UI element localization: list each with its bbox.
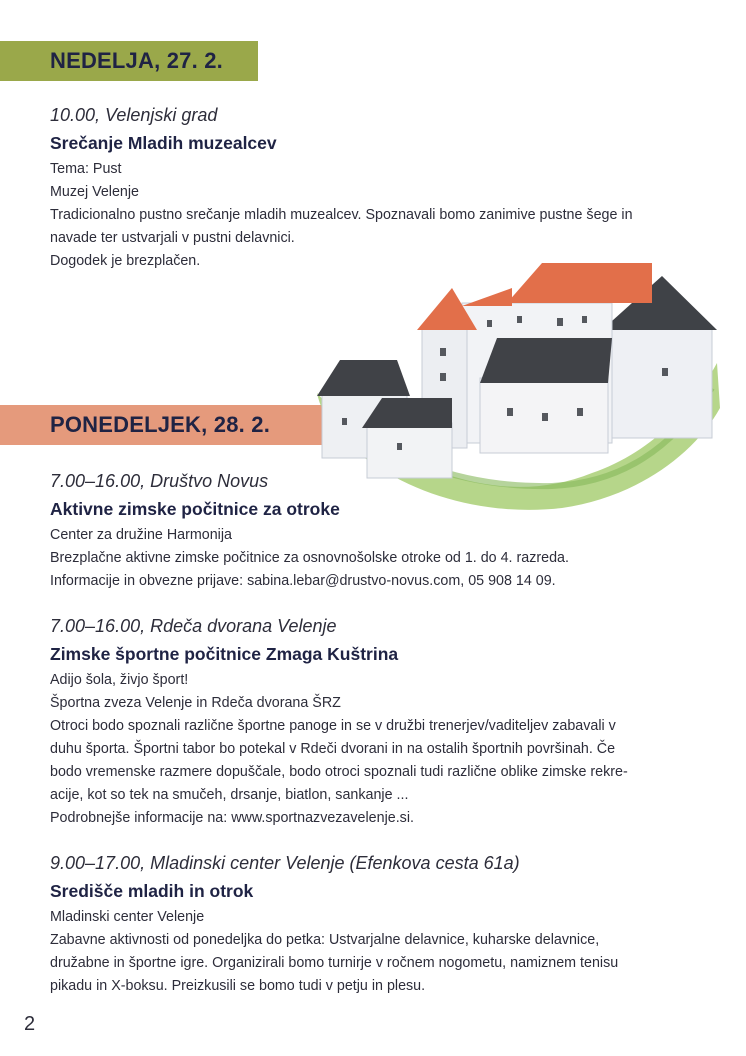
event-line: družabne in športne igre. Organizirali bomo turnirje v ročnem nogometu, namiznem tenisu [50, 955, 619, 971]
event-line: Podrobnejše informacije na: www.sportnazvezavelenje.si. [50, 810, 414, 826]
event-line: Tema: Pust [50, 161, 122, 177]
event-museum [50, 104, 700, 273]
event-line: Center za družine Harmonija [50, 527, 232, 543]
event-line: Otroci bodo spoznali različne športne panoge in se v družbi trenerjev/vaditeljev zabavali v [50, 718, 616, 734]
event-title: Zimske športne počitnice Zmaga Kuštrina [50, 644, 399, 664]
event-line: Tradicionalno pustno srečanje mladih muzealcev. Spoznavali bomo zanimive pustne šege in [50, 207, 633, 223]
event-line: Zabavne aktivnosti od ponedeljka do petka: Ustvarjalne delavnice, kuharske delavnice, [50, 932, 600, 948]
event-time: 7.00–16.00, Rdeča dvorana Velenje [50, 616, 337, 636]
event-time: 10.00, Velenjski grad [50, 105, 218, 125]
event-mladinski-center [50, 852, 700, 998]
event-title: Središče mladih in otrok [50, 881, 254, 901]
event-line: bodo vremenske razmere dopuščale, bodo otroci spoznali tudi različne oblike zimske rekre- [50, 764, 628, 780]
event-line: Športna zveza Velenje in Rdeča dvorana ŠRZ [50, 695, 341, 711]
event-rdeca-dvorana [50, 615, 700, 830]
event-novus [50, 470, 700, 593]
event-time: 9.00–17.00, Mladinski center Velenje (Efenkova cesta 61a) [50, 853, 520, 873]
page-number: 2 [24, 1013, 36, 1035]
event-line: acije, kot so tek na smučeh, drsanje, biatlon, sankanje ... [50, 787, 409, 803]
event-line: Brezplačne aktivne zimske počitnice za osnovnošolske otroke od 1. do 4. razreda. [50, 550, 569, 566]
event-line: Dogodek je brezplačen. [50, 253, 201, 269]
section-heading-sunday: NEDELJA, 27. 2. [0, 41, 258, 81]
event-line: duhu športa. Športni tabor bo potekal v Rdeči dvorani in na ostalih športnih površinah. Če [50, 741, 616, 757]
event-line: pikadu in X-boksu. Preizkusili se bomo tudi v petju in plesu. [50, 978, 426, 994]
section-heading-monday: PONEDELJEK, 28. 2. [0, 405, 380, 445]
event-line: Mladinski center Velenje [50, 909, 205, 925]
event-time: 7.00–16.00, Društvo Novus [50, 471, 269, 491]
event-title: Aktivne zimske počitnice za otroke [50, 499, 340, 519]
event-line: Informacije in obvezne prijave: sabina.lebar@drustvo-novus.com, 05 908 14 09. [50, 573, 556, 589]
event-title: Srečanje Mladih muzealcev [50, 133, 277, 153]
event-line: Muzej Velenje [50, 184, 140, 200]
event-line: navade ter ustvarjali v pustni delavnici. [50, 230, 295, 246]
event-line: Adijo šola, živjo šport! [50, 672, 189, 688]
